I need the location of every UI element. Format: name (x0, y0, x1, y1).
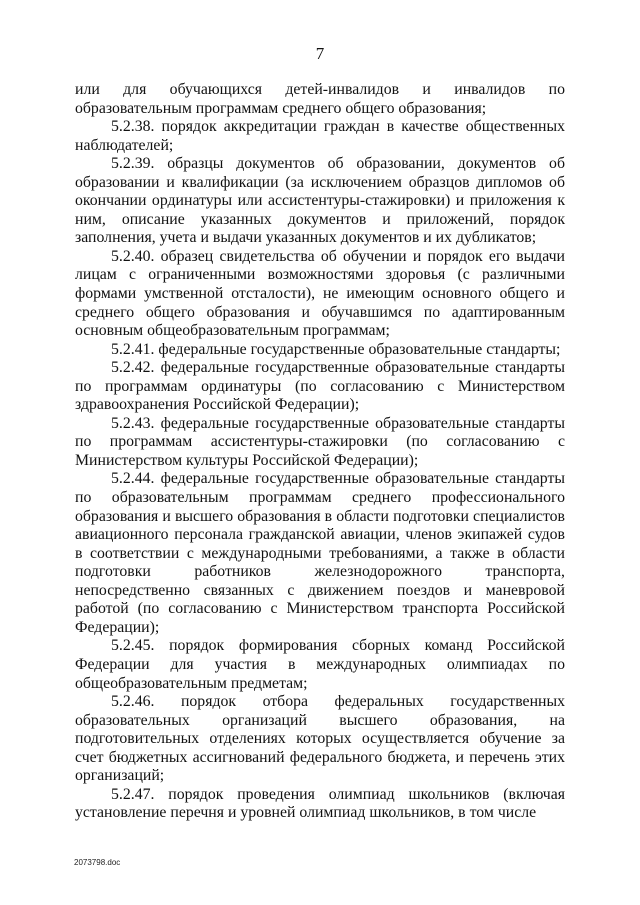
paragraph-5-2-44: 5.2.44. федеральные государственные образовательные стандарты по образовательным программам среднего профессионального образования и высшего образования в области подготовки специалистов авиационного персонала гражданской авиации, членов экипажей судов в соответствии с международными требованиями, а также в области подготовки работников железнодорожного транспорта, непосредственно связанных с движением поездов и маневровой работой (по согласованию с Министерством транспорта Российской Федерации); (75, 470, 565, 636)
page-number: 7 (315, 44, 325, 63)
footer-filename: 2073798.doc (74, 858, 121, 867)
paragraph-continuation: или для обучающихся детей-инвалидов и инвалидов по образовательным программам среднего общего образования; (75, 81, 565, 117)
document-body (75, 81, 565, 823)
paragraph-5-2-47: 5.2.47. порядок проведения олимпиад школьников (включая установление перечня и уровней олимпиад школьников, в том числе (75, 785, 565, 822)
paragraph-5-2-43: 5.2.43. федеральные государственные образовательные стандарты по программам ассистентуры-стажировки (по согласованию с Министерством культуры Российской Федерации); (75, 414, 565, 469)
paragraph-5-2-42: 5.2.42. федеральные государственные образовательные стандарты по программам ординатуры (по согласованию с Министерством здравоохранения Российской Федерации); (75, 359, 565, 414)
paragraph-5-2-39: 5.2.39. образцы документов об образовании, документов об образовании и квалификации (за исключением образцов дипломов об окончании ординатуры или ассистентуры-стажировки) и приложения к ним, описание указанных документов и приложений, порядок заполнения, учета и выдачи указанных документов и их дубликатов; (75, 155, 565, 247)
paragraph-5-2-38: 5.2.38. порядок аккредитации граждан в качестве общественных наблюдателей; (75, 118, 565, 154)
paragraph-5-2-46: 5.2.46. порядок отбора федеральных государственных образовательных организаций высшего образования, на подготовительных отделениях которых осуществляется обучение за счет бюджетных ассигнований федерального бюджета, и перечень этих организаций; (75, 693, 565, 785)
paragraph-5-2-40: 5.2.40. образец свидетельства об обучении и порядок его выдачи лицам с ограниченными возможностями здоровья (с различными формами умственной отсталости), не имеющим основного общего и среднего общего образования и обучавшимся по адаптированным основным общеобразовательным программам; (75, 247, 565, 340)
paragraph-5-2-45: 5.2.45. порядок формирования сборных команд Российской Федерации для участия в международных олимпиадах по общеобразовательным предметам; (75, 637, 565, 692)
paragraph-5-2-41: 5.2.41. федеральные государственные образовательные стандарты; (111, 340, 561, 358)
